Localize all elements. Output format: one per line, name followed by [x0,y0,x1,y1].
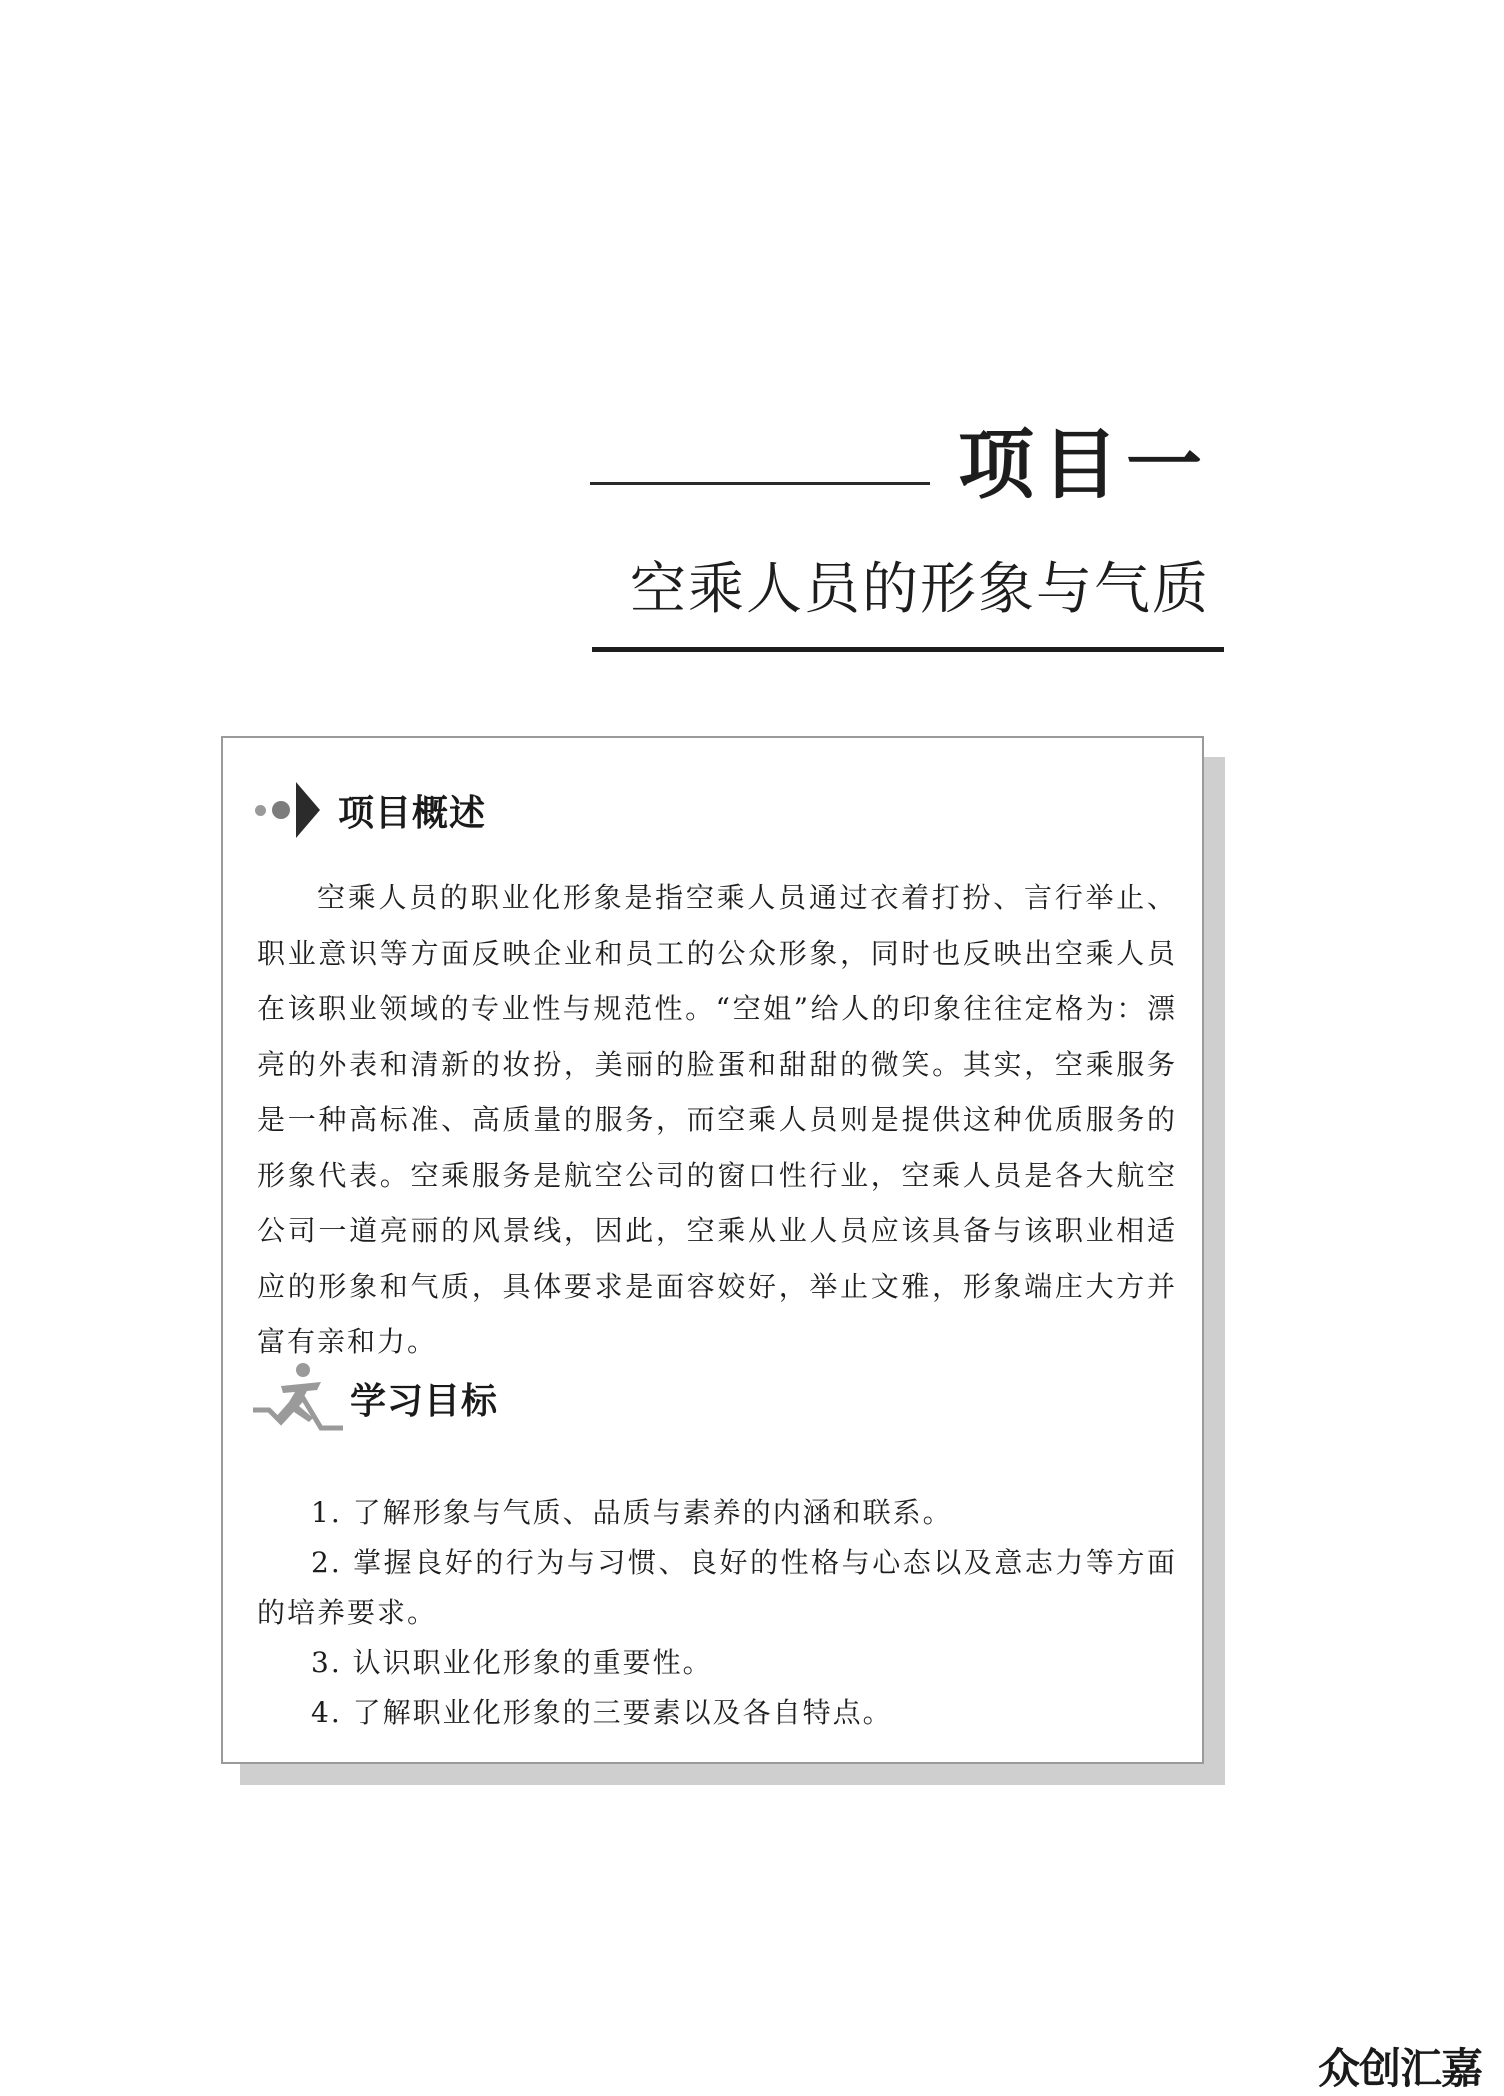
content-box [221,736,1204,1764]
objectives-list [257,1488,1177,1738]
objective-item: 3. 认识职业化形象的重要性。 [311,1646,713,1679]
watermark: 众创汇嘉 [1318,2044,1483,2093]
objectives-heading-label: 学习目标 [350,1380,499,1422]
overview-paragraph: 空乘人员的职业化形象是指空乘人员通过衣着打扮、言行举止、职业意识等方面反映企业和员工的公众形象，同时也反映出空乘人员在该职业领域的专业性与规范性。“空姐”给人的印象往往定格为：漂亮的外表和清新的妆扮，美丽的脸蛋和甜甜的微笑。其实，空乘服务是一种高标准、高质量的服务，而空乘人员则是提供这种优质服务的形象代表。空乘服务是航空公司的窗口性行业，空乘人员是各大航空公司一道亮丽的风景线，因此，空乘从业人员应该具备与该职业相适应的形象和气质，具体要求是面容姣好，举止文雅，形象端庄大方并富有亲和力。 [257,881,1177,1358]
chapter-number: 项目一 [958,420,1210,509]
chapter-rule [590,482,930,485]
title-underline [592,647,1224,652]
overview-heading [255,780,486,840]
chapter-heading [590,420,1230,509]
chapter-title: 空乘人员的形象与气质 [630,557,1210,622]
objective-item: 4. 了解职业化形象的三要素以及各自特点。 [311,1696,893,1729]
runner-icon [251,1358,346,1438]
dots-arrow-icon [255,782,330,838]
objectives-heading [251,1358,498,1438]
objective-item: 1. 了解形象与气质、品质与素养的内涵和联系。 [311,1496,953,1529]
objective-item: 2. 掌握良好的行为与习惯、良好的性格与心态以及意志力等方面的培养要求。 [257,1546,1177,1629]
overview-heading-label: 项目概述 [338,792,487,834]
